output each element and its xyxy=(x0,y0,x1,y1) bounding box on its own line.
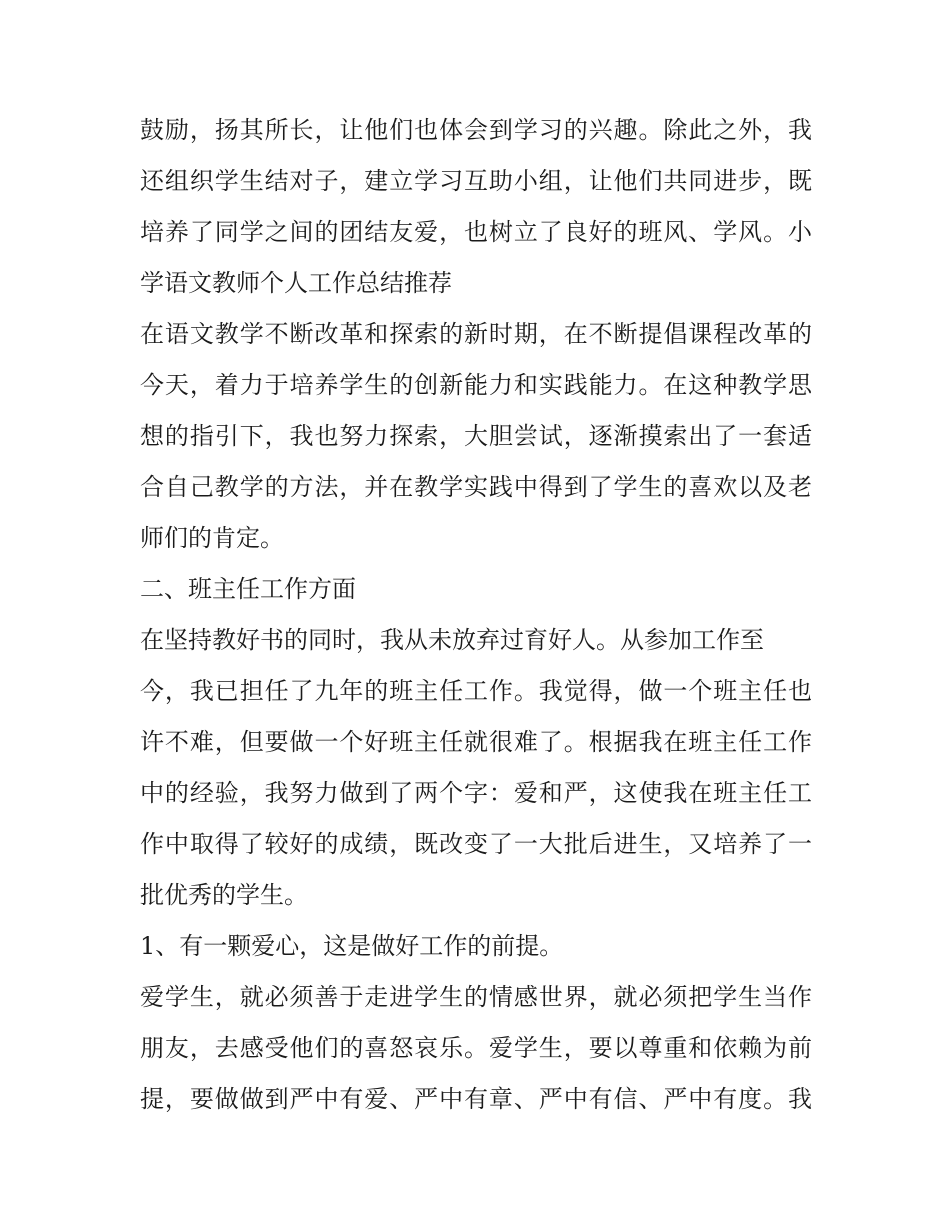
text-line: 爱学生，就必须善于走进学生的情感世界，就必须把学生当作 xyxy=(140,983,812,1011)
text-line: 在坚持教好书的同时，我从未放弃过育好人。从参加工作至 xyxy=(140,626,764,654)
text-line: 合自己教学的方法，并在教学实践中得到了学生的喜欢以及老 xyxy=(140,473,812,501)
text-line: 朋友，去感受他们的喜怒哀乐。爱学生，要以尊重和依赖为前 xyxy=(140,1034,812,1062)
text-line: 培养了同学之间的团结友爱，也树立了良好的班风、学风。小 xyxy=(140,218,812,246)
text-line: 许不难，但要做一个好班主任就很难了。根据我在班主任工作 xyxy=(140,728,812,756)
text-line: 1、有一颗爱心，这是做好工作的前提。 xyxy=(140,932,564,960)
text-line: 学语文教师个人工作总结推荐 xyxy=(140,269,452,297)
text-line: 鼓励，扬其所长，让他们也体会到学习的兴趣。除此之外，我 xyxy=(140,116,812,144)
text-line: 今天，着力于培养学生的创新能力和实践能力。在这种教学思 xyxy=(140,371,812,399)
text-line: 中的经验，我努力做到了两个字：爱和严，这使我在班主任工 xyxy=(140,779,812,807)
text-line: 作中取得了较好的成绩，既改变了一大批后进生，又培养了一 xyxy=(140,830,812,858)
document-body-text xyxy=(140,105,812,1125)
text-line: 师们的肯定。 xyxy=(140,524,284,552)
text-line: 想的指引下，我也努力探索，大胆尝试，逐渐摸索出了一套适 xyxy=(140,422,812,450)
text-line: 批优秀的学生。 xyxy=(140,881,308,909)
text-line: 在语文教学不断改革和探索的新时期，在不断提倡课程改革的 xyxy=(140,320,812,348)
text-line: 还组织学生结对子，建立学习互助小组，让他们共同进步，既 xyxy=(140,167,812,195)
text-line: 提，要做做到严中有爱、严中有章、严中有信、严中有度。我 xyxy=(140,1085,812,1113)
text-line: 今，我已担任了九年的班主任工作。我觉得，做一个班主任也 xyxy=(140,677,812,705)
text-line: 二、班主任工作方面 xyxy=(140,575,356,603)
